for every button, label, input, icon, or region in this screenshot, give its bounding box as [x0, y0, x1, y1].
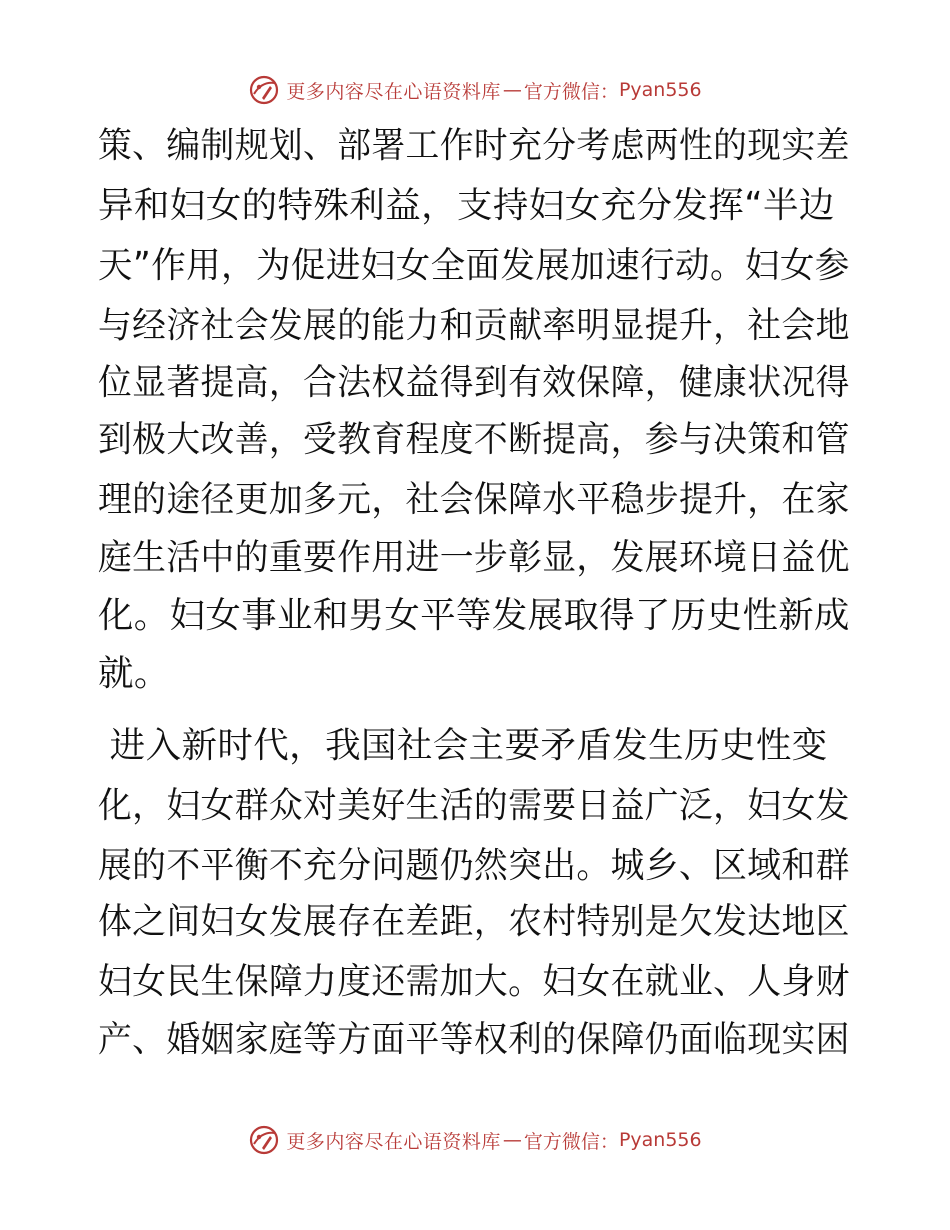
header-wechat-id: Pyan556 [618, 79, 702, 101]
text-line: 异和妇女的特殊利益，支持妇女充分发挥“半边 [98, 185, 835, 226]
text-line: 就。 [98, 653, 170, 694]
text-line: 与经济社会发展的能力和贡献率明显提升，社会地 [98, 305, 850, 346]
footer-banner [0, 1120, 950, 1160]
text-line: 理的途径更加多元，社会保障水平稳步提升，在家 [98, 479, 850, 520]
footer-wechat-label: 官方微信： [523, 1130, 619, 1153]
text-line: 展的不平衡不充分问题仍然突出。城乡、区域和群 [98, 845, 850, 886]
text-line: 庭生活中的重要作用进一步彰显，发展环境日益优 [98, 537, 850, 578]
header-wechat-label: 官方微信： [523, 80, 619, 103]
text-line: 化，妇女群众对美好生活的需要日益广泛，妇女发 [98, 785, 850, 826]
text-line: 到极大改善，受教育程度不断提高，参与决策和管 [98, 419, 850, 460]
text-line: 进入新时代，我国社会主要矛盾发生历史性变 [98, 725, 828, 766]
header-banner [0, 70, 950, 110]
footer-wechat-id: Pyan556 [618, 1129, 702, 1151]
text-line: 位显著提高，合法权益得到有效保障，健康状况得 [98, 362, 850, 403]
text-line: 策、编制规划、部署工作时充分考虑两性的现实差 [98, 125, 850, 166]
text-line: 天”作用，为促进妇女全面发展加速行动。妇女参 [98, 245, 850, 286]
footer-separator: — [502, 1129, 522, 1151]
text-line: 产、婚姻家庭等方面平等权利的保障仍面临现实困 [98, 1019, 850, 1060]
header-separator: — [502, 79, 522, 101]
logo-icon [248, 1124, 280, 1156]
text-line: 化。妇女事业和男女平等发展取得了历史性新成 [98, 595, 850, 636]
text-line: 体之间妇女发展存在差距，农村特别是欠发达地区 [98, 901, 850, 942]
logo-icon [248, 74, 280, 106]
footer-title: 更多内容尽在心语资料库 [286, 1130, 501, 1153]
header-title: 更多内容尽在心语资料库 [286, 80, 501, 103]
text-line: 妇女民生保障力度还需加大。妇女在就业、人身财 [98, 961, 850, 1002]
